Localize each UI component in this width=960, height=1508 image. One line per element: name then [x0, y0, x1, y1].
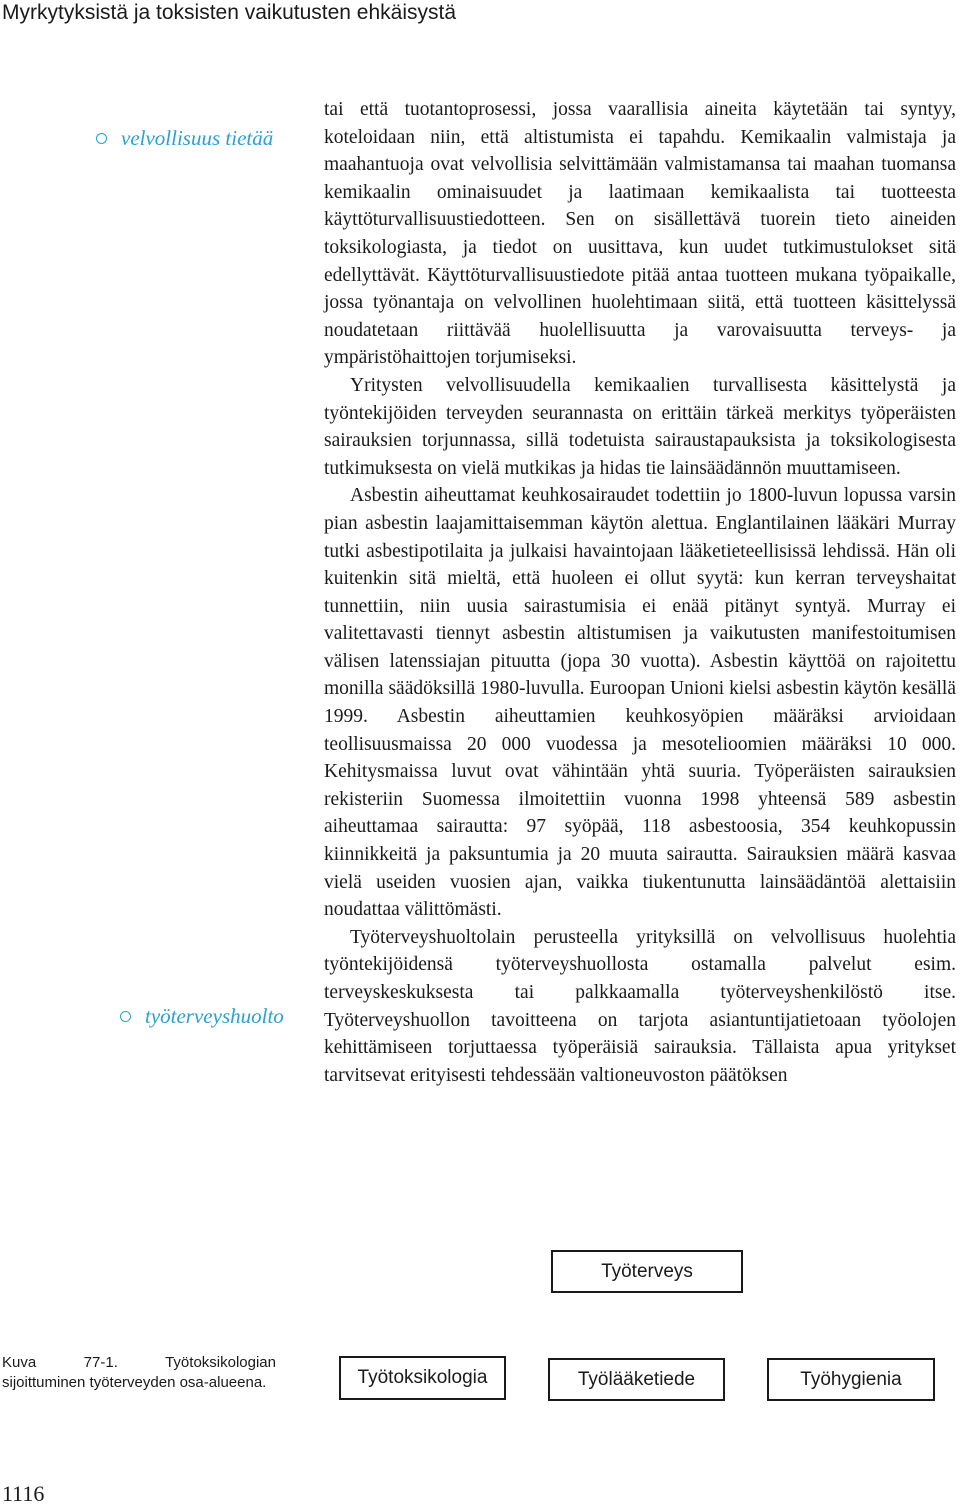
- running-title: Myrkytyksistä ja toksisten vaikutusten ehkäisystä: [2, 1, 457, 24]
- diagram-box-tyoterveys: Työterveys: [551, 1250, 743, 1293]
- figure-caption: Kuva 77-1. Työtoksikologian sijoittuminen työterveyden osa-alueena.: [2, 1354, 276, 1391]
- body-text: [324, 96, 956, 1089]
- paragraph-4: Työterveyshuoltolain perusteella yrityksillä on velvollisuus huolehtia työntekijöidensä työterveyshuollosta ostamalla palvelut esim. terveyskeskuksesta tai palkkaamalla työterveyshenkilöstö itse. Työterveyshuollon tavoitteena on tarjota asiantuntijatietoaan työolojen kehittämiseen torjuttaessa työperäisiä sairauksia. Tällaista apua yritykset tarvitsevat erityisesti tehdessään valtioneuvoston päätöksen: [324, 926, 956, 1086]
- margin-note-text: työterveyshuolto: [145, 1004, 284, 1028]
- diagram-box-tyolaaketiede: Työlääketiede: [548, 1358, 725, 1401]
- circle-bullet-icon: [96, 133, 107, 144]
- paragraph-2: Yritysten velvollisuudella kemikaalien turvallisesta käsittelystä ja työntekijöiden terveyden seurannasta on erittäin tärkeä merkitys työperäisten sairauksien torjunnassa, sillä todetuista sairaustapauksista ja toksikologisesta tutkimuksesta on vielä mutkikas ja hidas tie lainsäädännön muuttamiseen.: [324, 374, 956, 479]
- page-number: 1116: [2, 1481, 45, 1506]
- diagram-box-tyotoksikologia: Työtoksikologia: [339, 1356, 506, 1400]
- margin-note-text: velvollisuus tietää: [121, 126, 274, 150]
- circle-bullet-icon: [120, 1011, 131, 1022]
- margin-note-tyoterveyshuolto: [120, 1004, 284, 1029]
- margin-note-velvollisuus: [96, 126, 273, 151]
- diagram-box-tyohygienia: Työhygienia: [767, 1358, 935, 1401]
- paragraph-1: tai että tuotantoprosessi, jossa vaarallisia aineita käytetään tai syntyy, koteloidaan niin, että altistumista ei tapahdu. Kemikaalin valmistaja ja maahantuoja ovat velvollisia selvittämään valmistamansa tai maahan tuomansa kemikaalin ominaisuudet ja laatimaan kemikaalista tai tuotteesta käyttöturvallisuustiedotteen. Sen on sisällettävä tuorein tieto aineiden toksikologiasta, ja tiedot on uusittava, kun uudet tutkimustulokset sitä edellyttävät. Käyttöturvallisuustiedote pitää antaa tuotteen mukana työpaikalle, jossa työnantaja on velvollinen huolehtimaan siitä, että tuotteen käsittelyssä noudatetaan riittävää huolellisuutta ja varovaisuutta terveys- ja ympäristöhaittojen torjumiseksi.: [324, 99, 956, 369]
- paragraph-3: Asbestin aiheuttamat keuhkosairaudet todettiin jo 1800-luvun lopussa varsin pian asbestin laajamittaisemman käytön alettua. Englantilainen lääkäri Murray tutki asbestipotilaita ja julkaisi havaintojaan lääketieteellisissä lehdissä. Hän oli kuitenkin sitä mieltä, että huoleen ei ollut syytä: kun kerran terveyshaitat tunnettiin, niin uusia sairastumisia ei enää pitänyt syntyä. Murray ei valitettavasti tiennyt asbestin altistumisen ja vaikutusten manifestoitumisen välisen latenssiajan pituutta (jopa 30 vuotta). Asbestin käyttöä on rajoitettu monilla säädöksillä 1980-luvulla. Euroopan Unioni kielsi asbestin käytön kesällä 1999. Asbestin aiheuttamien keuhkosyöpien määräksi arvioidaan teollisuusmaissa 20 000 vuodessa ja mesotelioomien määräksi 10 000. Kehitysmaissa luvut ovat vähintään yhtä suuria. Työperäisten sairauksien rekisteriin Suomessa ilmoitettiin vuonna 1998 yhteensä 589 asbestin aiheuttamaa sairautta: 97 syöpää, 118 asbestoosia, 354 keuhkopussin kiinnikkeitä ja paksuntumia ja 20 muuta sairautta. Sairauksien määrä kasvaa vielä useiden vuosien ajan, vaikka tiukentunutta lainsäädäntöä alettaisiin noudattaa välittömästi.: [324, 485, 957, 921]
